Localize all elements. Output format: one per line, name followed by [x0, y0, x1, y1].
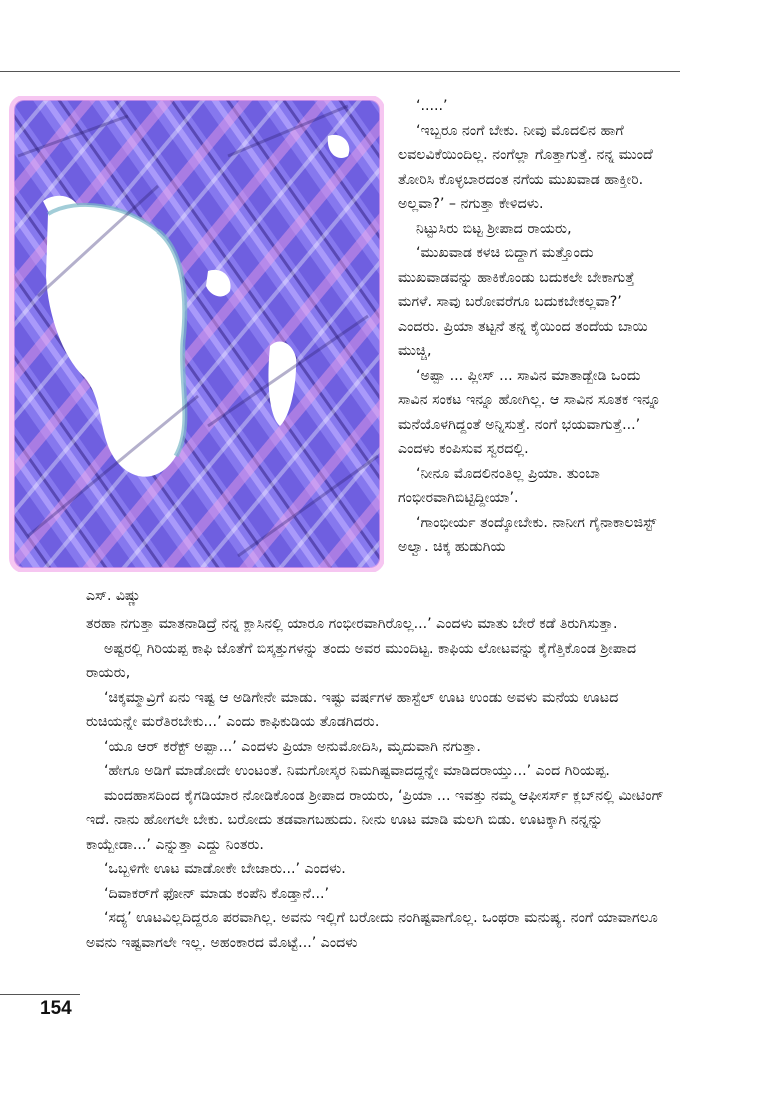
paragraph: ಮಂದಹಾಸದಿಂದ ಕೈಗಡಿಯಾರ ನೋಡಿಕೊಂಡ ಶ್ರೀಪಾದ ರಾಯರು, ‘ಪ್ರಿಯಾ ... ಇವತ್ತು ನಮ್ಮ ಆಫೀಸರ್ಸ್ ಕ್ಲಬ್‌ನಲ್ಲಿ ಮೀಟಿಂಗ್ ಇದೆ. ನಾನು ಹೋಗಲೇ ಬೇಕು. ಬರೋದು ತಡವಾಗಬಹುದು. ನೀನು ಊಟ ಮಾಡಿ ಮಲಗಿ ಬಿಡು. ಊಟಕ್ಕಾಗಿ ನನ್ನನ್ನು ಕಾಯ್ಬೇಡಾ...’ ಎನ್ನುತ್ತಾ ಎದ್ದು ನಿಂತರು. — [86, 787, 664, 853]
brushstroke-artwork — [8, 96, 384, 572]
paragraph: ‘ಯೂ ಆರ್ ಕರೆಕ್ಟ್ ಅಪ್ಪಾ...’ ಎಂದಳು ಪ್ರಿಯಾ ಅನುಮೋದಿಸಿ, ಮೃದುವಾಗಿ ನಗುತ್ತಾ. — [104, 738, 481, 755]
right-column-text — [398, 94, 666, 560]
paragraph: ‘ಅಪ್ಪಾ ... ಪ್ಲೀಸ್ ... ಸಾವಿನ ಮಾತಾಡ್ಬೇಡಿ ಒಂದು ಸಾವಿನ ಸಂಕಟ ಇನ್ನೂ ಹೋಗಿಲ್ಲ. ಆ ಸಾವಿನ ಸೂತಕ ಇನ್ನೂ ಮನೆಯೊಳಗಿದ್ದಂತೆ ಅನ್ನಿಸುತ್ತೆ. ನಂಗೆ ಭಯವಾಗುತ್ತೆ...’ ಎಂದಳು ಕಂಪಿಸುವ ಸ್ವರದಲ್ಲಿ. — [398, 367, 661, 457]
footer-rule — [0, 994, 80, 995]
chapter-illustration — [8, 96, 384, 572]
author-caption: ಎಸ್. ವಿಷ್ಣು — [86, 588, 141, 604]
paragraph: ‘ಇಬ್ಬರೂ ನಂಗೆ ಬೇಕು. ನೀವು ಮೊದಲಿನ ಹಾಗೆ ಲವಲವಿಕೆಯಿಂದಿಲ್ಲ. ನಂಗೆಲ್ಲಾ ಗೊತ್ತಾಗುತ್ತೆ. ನನ್ನ ಮುಂದೆ ತೋರಿಸಿ ಕೊಳ್ಳಬಾರದಂತ ನಗೆಯ ಮುಖವಾಡ ಹಾಕ್ತೀರಿ. ಅಲ್ಲವಾ?’ – ನಗುತ್ತಾ ಕೇಳಿದಳು. — [398, 122, 653, 212]
page-number: 154 — [40, 998, 72, 1019]
paragraph: ‘.....’ — [416, 98, 448, 114]
paragraph: ‘ನೀನೂ ಮೊದಲಿನಂತಿಲ್ಲ ಪ್ರಿಯಾ. ತುಂಬಾ ಗಂಭೀರವಾಗಿಬಿಟ್ಟಿದ್ದೀಯಾ’. — [398, 465, 600, 506]
paragraph: ‘ಸದ್ಯ’ ಊಟವಿಲ್ಲದಿದ್ದರೂ ಪರವಾಗಿಲ್ಲ. ಅವನು ಇಲ್ಲಿಗೆ ಬರೋದು ನಂಗಿಷ್ಟವಾಗೊಲ್ಲ. ಒಂಥರಾ ಮನುಷ್ಯ. ನಂಗೆ ಯಾವಾಗಲೂ ಅವನು ಇಷ್ಟವಾಗಲೇ ಇಲ್ಲ. ಅಹಂಕಾರದ ಮೊಟ್ಟೆ...’ ಎಂದಳು — [86, 910, 658, 951]
paragraph: ‘ದಿವಾಕರ್‌ಗೆ ಫೋನ್ ಮಾಡು ಕಂಪೆನಿ ಕೊಡ್ತಾನೆ...’ — [104, 885, 329, 902]
paragraph: ‘ಒಬ್ಬಳಿಗೇ ಊಟ ಮಾಡೋಕೇ ಬೇಜಾರು...’ ಎಂದಳು. — [104, 861, 346, 877]
paragraph: ನಿಟ್ಟುಸಿರು ಬಿಟ್ಟ ಶ್ರೀಪಾದ ರಾಯರು, — [416, 220, 572, 237]
paragraph: ‘ಚಿಕ್ಕಮ್ಮಾವ್ರಿಗೆ ಏನು ಇಷ್ಟ ಆ ಅಡಿಗೇನೇ ಮಾಡು. ಇಷ್ಟು ವರ್ಷಗಳ ಹಾಸ್ಟೆಲ್ ಊಟ ಉಂಡು ಅವಳು ಮನೆಯ ಊಟದ ರುಚಿಯನ್ನೇ ಮರೆತಿರಬೇಕು...’ ಎಂದು ಕಾಫಿಕುಡಿಯ ತೊಡಗಿದರು. — [86, 689, 619, 730]
top-rule — [0, 71, 680, 72]
paragraph: ತರಹಾ ನಗುತ್ತಾ ಮಾತನಾಡಿದ್ರೆ ನನ್ನ ಕ್ಲಾಸಿನಲ್ಲಿ ಯಾರೂ ಗಂಭೀರವಾಗಿರೊಲ್ಲ...’ ಎಂದಳು ಮಾತು ಬೇರೆ ಕಡೆ ತಿರುಗಿಸುತ್ತಾ. — [86, 616, 618, 632]
paragraph: ಅಷ್ಟರಲ್ಲಿ ಗಿರಿಯಪ್ಪ ಕಾಫಿ ಜೊತೆಗೆ ಬಿಸ್ಕತ್ತುಗಳನ್ನು ತಂದು ಅವರ ಮುಂದಿಟ್ಟ. ಕಾಫಿಯ ಲೋಟವನ್ನು ಕೈಗೆತ್ತಿಕೊಂಡ ಶ್ರೀಪಾದ ರಾಯರು, — [86, 640, 637, 681]
paragraph: ‘ಗಾಂಭೀರ್ಯ ತಂದ್ಕೋಬೇಕು. ನಾನೀಗ ಗೈನಾಕಾಲಜಿಸ್ಟ್ ಅಲ್ವಾ. ಚಿಕ್ಕ ಹುಡುಗಿಯ — [398, 514, 657, 555]
full-width-text — [86, 612, 666, 955]
paragraph: ‘ಮುಖವಾಡ ಕಳಚಿ ಬಿದ್ದಾಗ ಮತ್ತೊಂದು ಮುಖವಾಡವನ್ನು ಹಾಕಿಕೊಂಡು ಬದುಕಲೇ ಬೇಕಾಗುತ್ತೆ ಮಗಳೆ. ಸಾವು ಬರೋವರೆಗೂ ಬದುಕಬೇಕಲ್ಲವಾ?’ ಎಂದರು. ಪ್ರಿಯಾ ತಟ್ಟನೆ ತನ್ನ ಕೈಯಿಂದ ತಂದೆಯ ಬಾಯಿ ಮುಚ್ಚಿ, — [398, 245, 648, 359]
paragraph: ‘ಹೇಗೂ ಅಡಿಗೆ ಮಾಡೋದೇ ಉಂಟಂತೆ. ನಿಮಗೋಸ್ಕರ ನಿಮಗಿಷ್ಟವಾದದ್ದನ್ನೇ ಮಾಡಿದರಾಯ್ತು...’ ಎಂದ ಗಿರಿಯಪ್ಪ. — [104, 763, 610, 779]
